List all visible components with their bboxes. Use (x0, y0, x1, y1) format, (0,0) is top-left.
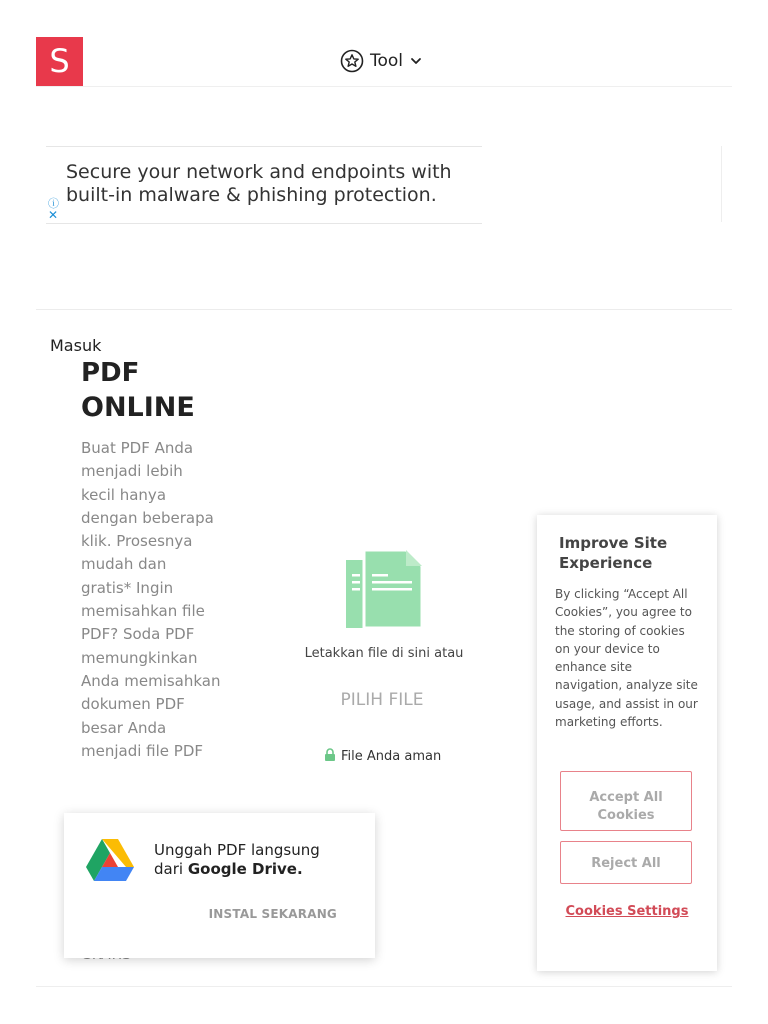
chevron-down-icon (409, 54, 423, 68)
document-icon[interactable] (346, 550, 424, 634)
page-title-cut-text: PDF (81, 358, 140, 388)
tool-menu[interactable] (340, 49, 423, 73)
drive-prompt-line1: Unggah PDF langsung (154, 841, 320, 859)
accept-all-cookies-button[interactable]: Accept All Cookies (560, 771, 692, 831)
ad-text[interactable]: Secure your network and endpoints with built-in malware & phishing protection. (66, 161, 452, 206)
secure-note (324, 748, 441, 765)
ad-info-icon[interactable]: ⓘ (48, 197, 59, 210)
google-drive-icon (86, 839, 134, 886)
drive-prompt-text (154, 841, 320, 879)
ad-banner[interactable] (46, 146, 722, 222)
cookie-banner (537, 515, 717, 971)
page-title: ONLINE (81, 392, 195, 423)
cookies-settings-link[interactable]: Cookies Settings (565, 904, 689, 919)
ad-border (721, 146, 722, 222)
install-now-button[interactable]: INSTAL SEKARANG (208, 907, 337, 921)
lock-icon (324, 748, 336, 765)
header (36, 36, 732, 87)
drive-prompt-line2 (154, 860, 320, 879)
drop-zone-text: Letakkan file di sini atau (304, 646, 464, 661)
page-frame (36, 36, 732, 987)
cookie-title: Improve Site Experience (559, 534, 668, 572)
logo[interactable]: S (36, 37, 83, 86)
drive-prompt-bold: Google Drive. (187, 860, 303, 878)
bottom-divider (36, 986, 732, 987)
google-drive-prompt (64, 813, 375, 958)
ad-close-icon[interactable]: ✕ (48, 208, 59, 222)
reject-all-button[interactable]: Reject All (560, 841, 692, 884)
page-description: Buat PDF Anda menjadi lebih kecil hanya dengan beberapa klik. Prosesnya mudah dan gratis* Ingin memisahkan file PDF? Soda PDF memungkinkan Anda memisahkan dokumen PDF besar Anda menjadi file PDF (81, 439, 221, 760)
ad-content[interactable] (46, 146, 482, 224)
star-circle-icon (340, 49, 364, 73)
tool-menu-label: Tool (370, 51, 404, 71)
divider (36, 309, 732, 310)
cookie-body: By clicking “Accept All Cookies”, you agree to the storing of cookies on your device to enhance site navigation, analyze site usage, and assist in our marketing efforts. (555, 587, 698, 730)
choose-file-button[interactable]: PILIH FILE (340, 690, 424, 710)
drive-prompt-prefix: dari (154, 860, 188, 878)
login-link[interactable]: Masuk (50, 336, 102, 355)
secure-text: File Anda aman (341, 749, 442, 764)
page-title-cut (81, 358, 201, 388)
